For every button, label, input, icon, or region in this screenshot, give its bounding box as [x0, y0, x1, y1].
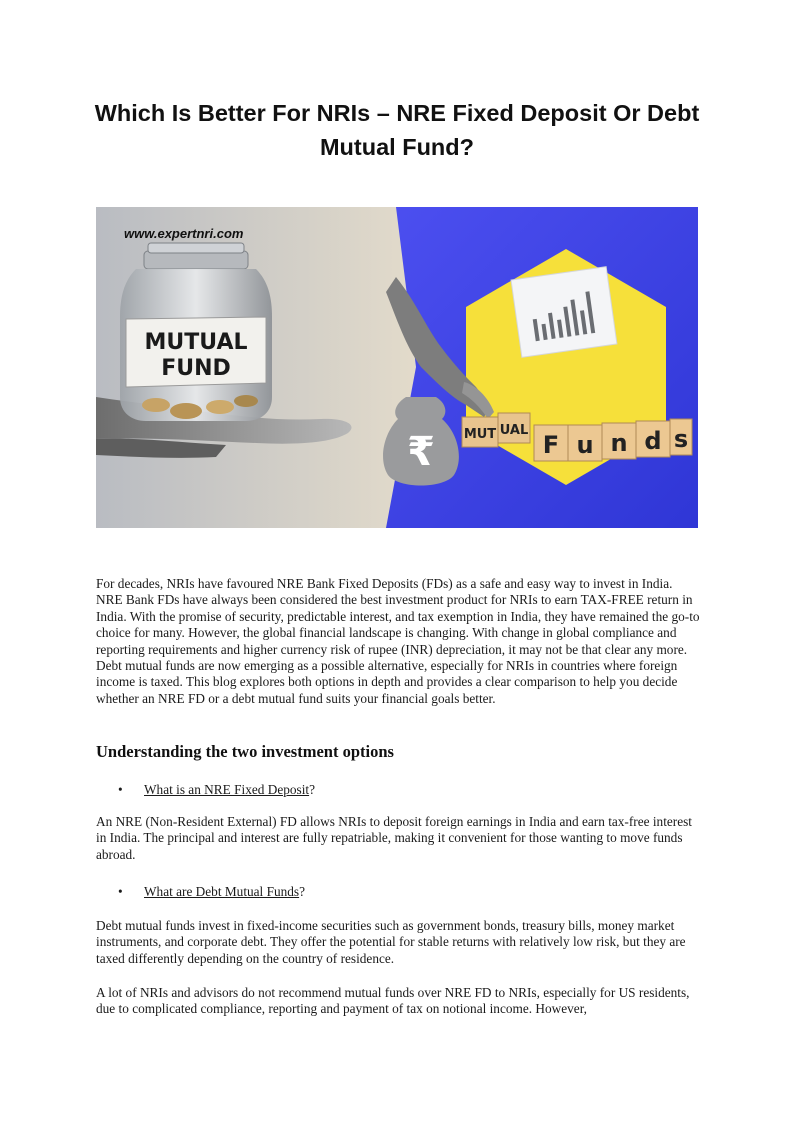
link-what-are-debt-mf[interactable]: What are Debt Mutual Funds	[144, 884, 300, 899]
intro-paragraph: For decades, NRIs have favoured NRE Bank Fixed Deposits (FDs) as a safe and easy way to invest in India. NRE Bank FDs have always been considered the best investment product for NRIs to earn TAX-FREE return in India. With the promise of security, predictable interest, and tax exemption in India, they have remained the go-to choice for many. However, the global financial landscape is changing. With change in global compliance and reporting requirements and higher currency risk of rupee (INR) depreciation, it may not be that clear any more. Debt mutual funds are now emerging as a possible alternative, especially for NRIs in countries where foreign income is taxed. This blog explores both options in depth and provides a clear comparison to help you decide whether an NRE FD or a debt mutual fund suits your financial goals better.	[96, 576, 700, 706]
bullet-item-nre-fd	[118, 782, 315, 798]
hero-image	[96, 207, 698, 528]
article-title: Which Is Better For NRIs – NRE Fixed Deposit Or Debt Mutual Fund?	[94, 100, 700, 160]
svg-text:FUND: FUND	[161, 356, 231, 381]
section-heading: Understanding the two investment options	[96, 742, 394, 761]
link-what-is-nre-fd[interactable]: What is an NRE Fixed Deposit	[144, 782, 310, 797]
svg-text:MUTUAL: MUTUAL	[144, 330, 248, 355]
chart-card	[511, 267, 617, 358]
svg-text:u: u	[576, 431, 594, 459]
svg-text:d: d	[644, 427, 662, 455]
bullet-suffix: ?	[299, 884, 306, 899]
bullet-item-debt-mf	[118, 884, 305, 900]
svg-text:F: F	[542, 431, 560, 459]
rupee-icon: ₹	[407, 429, 435, 475]
bullet-suffix: ?	[309, 782, 315, 797]
svg-text:n: n	[610, 429, 628, 457]
debt-mf-paragraph: Debt mutual funds invest in fixed-income securities such as government bonds, treasury bills, money market instruments, and corporate debt. They offer the potential for stable returns with relatively low risk, but they are taxed differently depending on the country of residence.	[96, 918, 686, 966]
watermark-text: www.expertnri.com	[124, 226, 244, 241]
svg-text:s: s	[673, 425, 689, 453]
svg-text:UAL: UAL	[499, 423, 529, 438]
svg-text:MUT: MUT	[463, 427, 497, 442]
nre-fd-paragraph: An NRE (Non-Resident External) FD allows NRIs to deposit foreign earnings in India and earn tax-free interest in India. The principal and interest are fully repatriable, making it convenient for those wanting to move funds abroad.	[96, 814, 692, 862]
bullet-marker: •	[118, 884, 123, 899]
closing-paragraph: A lot of NRIs and advisors do not recommend mutual funds over NRE FD to NRIs, especially for US residents, due to complicated compliance, reporting and payment of tax on notional income. However,	[96, 985, 690, 1017]
money-jar-graphic	[120, 243, 272, 421]
bullet-marker: •	[118, 782, 123, 797]
